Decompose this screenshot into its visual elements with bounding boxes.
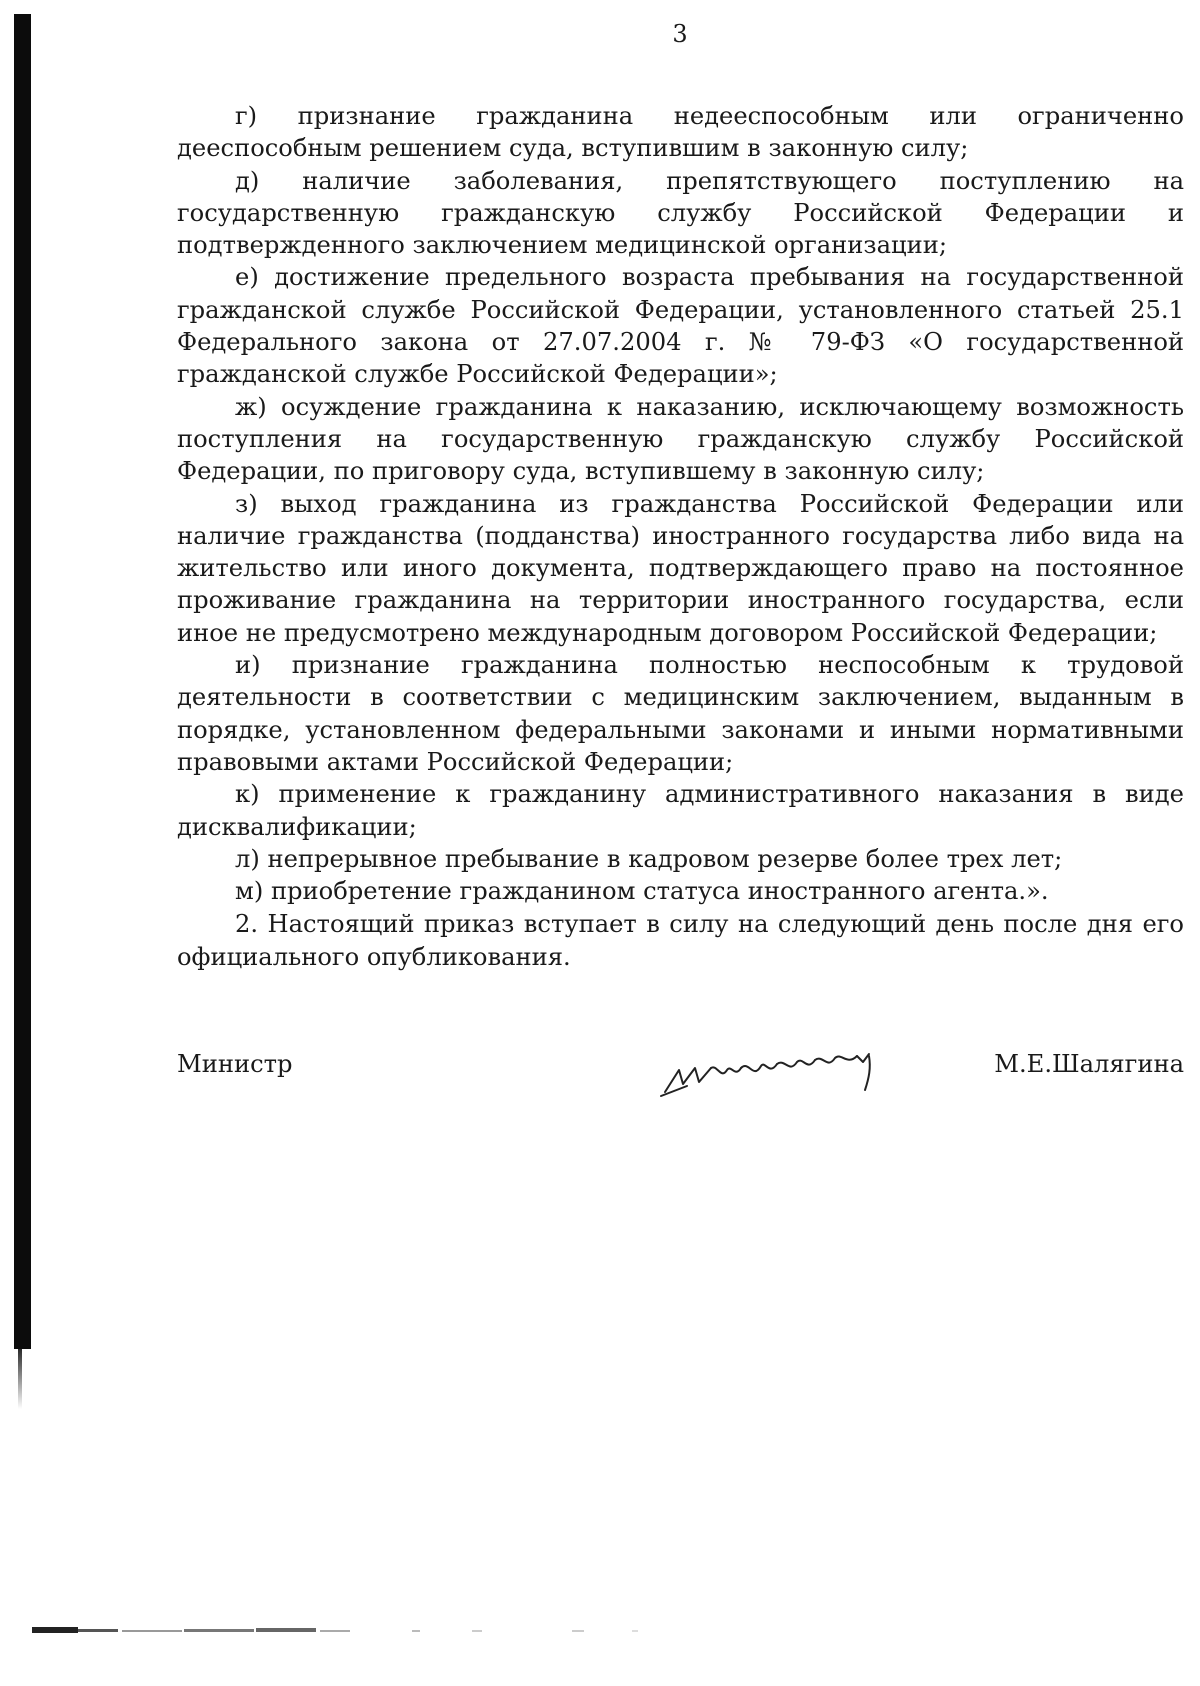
scan-noise-strip	[32, 1624, 712, 1638]
signatory-title: Министр	[177, 1050, 293, 1078]
signatory-name: М.Е.Шалягина	[994, 1050, 1184, 1078]
paragraph-i: и) признание гражданина полностью неспособным к трудовой деятельности в соответствии с медицинским заключением, выданным в порядке, установленном федеральными законами и иными нормативными правовыми актами Российской Федерации;	[177, 651, 1184, 776]
paragraph-k: к) применение к гражданину административного наказания в виде дисквалификации;	[177, 780, 1184, 841]
paragraph-g: г) признание гражданина недееспособным или ограниченно дееспособным решением суда, вступившим в законную силу;	[177, 102, 1184, 163]
scan-edge-bar	[14, 14, 31, 1349]
paragraph-d: д) наличие заболевания, препятствующего поступлению на государственную гражданскую службу Российской Федерации и подтвержденного заключением медицинской организации;	[177, 166, 1184, 260]
handwritten-signature	[657, 1040, 897, 1100]
scan-edge-fade	[18, 1349, 22, 1409]
paragraph-2: 2. Настоящий приказ вступает в силу на следующий день после дня его официального опубликования.	[177, 910, 1184, 971]
paragraph-zh: ж) осуждение гражданина к наказанию, исключающему возможность поступления на государственную гражданскую службу Российской Федерации, по приговору суда, вступившему в законную силу;	[177, 392, 1184, 486]
paragraph-z: з) выход гражданина из гражданства Российской Федерации или наличие гражданства (подданства) иностранного государства либо вида на жительство или иного документа, подтверждающего право на постоянное проживание гражданина на территории иностранного государства, если иное не предусмотрено международным договором Российской Федерации;	[177, 489, 1184, 647]
paragraph-e: е) достижение предельного возраста пребывания на государственной гражданской службе Российской Федерации, установленного статьей 25.1 Федерального закона от 27.07.2004 г. № 79-ФЗ «О государственной гражданской службе Российской Федерации»;	[177, 263, 1184, 389]
paragraph-m: м) приобретение гражданином статуса иностранного агента.».	[235, 877, 1049, 906]
paragraph-l: л) непрерывное пребывание в кадровом резерве более трех лет;	[235, 844, 1063, 873]
page-number: 3	[672, 20, 688, 48]
document-body	[177, 100, 1184, 973]
signature-block	[177, 1040, 1184, 1090]
